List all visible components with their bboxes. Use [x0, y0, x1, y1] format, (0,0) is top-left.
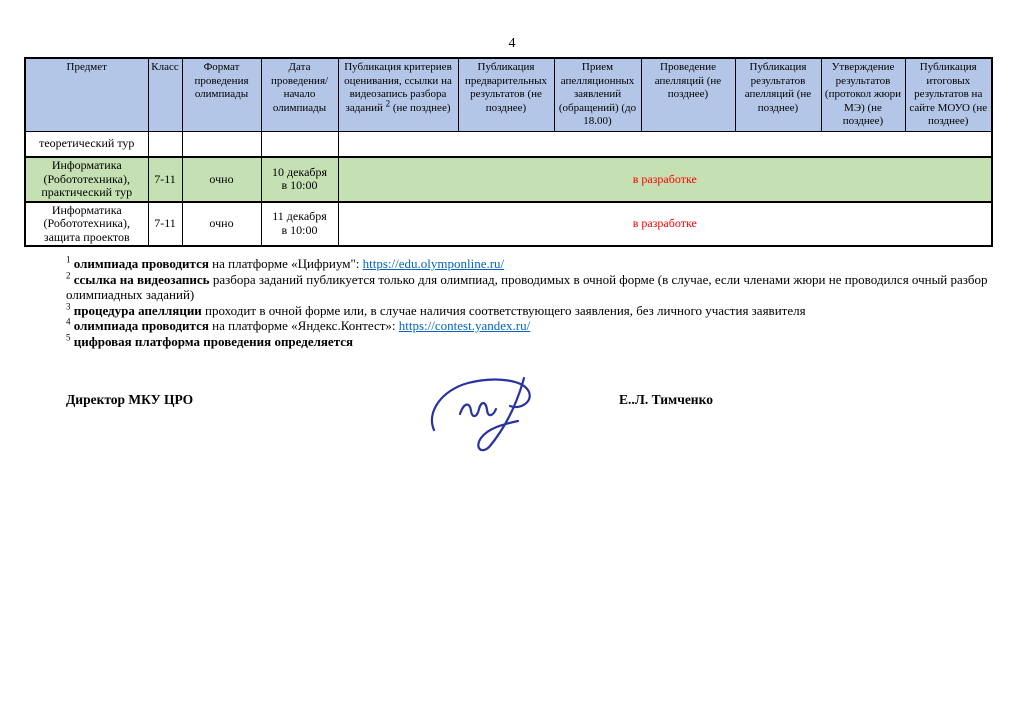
column-header-appeal-requests: Прием апелляционных заявлений (обращений) (до 18.00): [554, 58, 641, 131]
footnote-5: [66, 334, 992, 350]
footnote-marker: 1: [66, 254, 71, 265]
footnote-ref-2: 2: [385, 97, 391, 108]
footnote-text: на платформе «Яндекс.Контест»:: [208, 318, 399, 333]
status-text: в разработке: [632, 216, 697, 230]
column-header-prelim-results: Публикация предварительных результатов (не позднее): [458, 58, 554, 131]
footnote-bold-text: процедура апелляции: [73, 302, 202, 318]
column-header-final-results: Публикация итоговых результатов на сайте МОУО (не позднее): [905, 58, 992, 131]
footnote-3: [66, 303, 992, 319]
footnote-bold-text: олимпиада проводится: [73, 318, 209, 333]
column-header-date: Дата проведения/ начало олимпиады: [261, 58, 338, 131]
format-cell: очно: [182, 157, 261, 202]
footnote-text: проходит в очной форме или, в случае наличия соответствующего заявления, без личного участия заявителя: [201, 302, 806, 318]
footnotes-block: [66, 256, 992, 349]
subject-cell: Информатика (Робототехника), защита проектов: [25, 202, 148, 247]
date-line1: 11 декабря: [272, 209, 327, 224]
format-cell: [182, 131, 261, 157]
footnote-text: на платформе «Цифриум":: [208, 256, 363, 271]
class-cell: 7-11: [148, 202, 182, 247]
footnote-bold-text: ссылка на видеозапись: [73, 271, 210, 287]
footnote-text: разбора заданий публикуется только для олимпиад, проводимых в очной форме (в случае, если членами жюри не проводился очный разбор олимпиадных заданий): [66, 271, 988, 302]
column-header-appeals: Проведение апелляций (не позднее): [641, 58, 735, 131]
link-olymponline[interactable]: https://edu.olymponline.ru/: [362, 256, 505, 271]
footnote-marker: 4: [66, 316, 71, 327]
signature-image: [420, 372, 555, 454]
footnote-marker: 2: [66, 270, 71, 281]
director-name: Е..Л. Тимченко: [619, 392, 713, 407]
page-number: 4: [508, 36, 516, 51]
column-header-appeal-results: Публикация результатов апелляций (не позднее): [735, 58, 821, 131]
date-cell: [261, 131, 338, 157]
date-cell: [261, 157, 338, 202]
table-row: [25, 131, 992, 157]
footnote-4: [66, 318, 992, 334]
footnote-1: [66, 256, 992, 272]
date-line2: в 10:00: [281, 178, 318, 193]
table-row: [25, 202, 992, 247]
footnote-marker: 5: [66, 332, 71, 343]
subject-cell: теоретический тур: [25, 131, 148, 157]
column-header-class: Класс: [148, 58, 182, 131]
director-title: Директор МКУ ЦРО: [66, 392, 194, 407]
format-cell: очно: [182, 202, 261, 247]
status-cell: [338, 157, 992, 202]
footnote-marker: 3: [66, 301, 71, 312]
table-row: [25, 157, 992, 202]
footnote-bold-text: олимпиада проводится: [73, 256, 209, 271]
column-header-criteria: [338, 58, 458, 131]
status-cell: [338, 131, 992, 157]
class-cell: [148, 131, 182, 157]
olympiad-schedule-table: [24, 57, 993, 247]
column-header-criteria-label: Публикация критериев оценивания, ссылки на видеозапись разбора заданий: [344, 61, 452, 114]
date-line2: в 10:00: [281, 222, 318, 237]
column-header-format: Формат проведения олимпиады: [182, 58, 261, 131]
link-yandex-contest[interactable]: https://contest.yandex.ru/: [398, 318, 531, 333]
column-header-approval: Утверждение результатов (протокол жюри МЭ) (не позднее): [821, 58, 905, 131]
date-line1: 10 декабря: [271, 164, 328, 179]
footnote-2: [66, 272, 992, 303]
status-text: в разработке: [632, 171, 697, 186]
column-header-subject: Предмет: [25, 58, 148, 131]
status-cell: [338, 202, 992, 247]
footnote-bold-text: цифровая платформа проведения определяется: [73, 333, 354, 349]
subject-cell: Информатика (Робототехника), практический тур: [25, 157, 148, 202]
class-cell: 7-11: [148, 157, 182, 202]
date-cell: [261, 202, 338, 247]
table-header-row: [25, 58, 992, 131]
column-header-criteria-suffix: (не позднее): [392, 101, 451, 114]
